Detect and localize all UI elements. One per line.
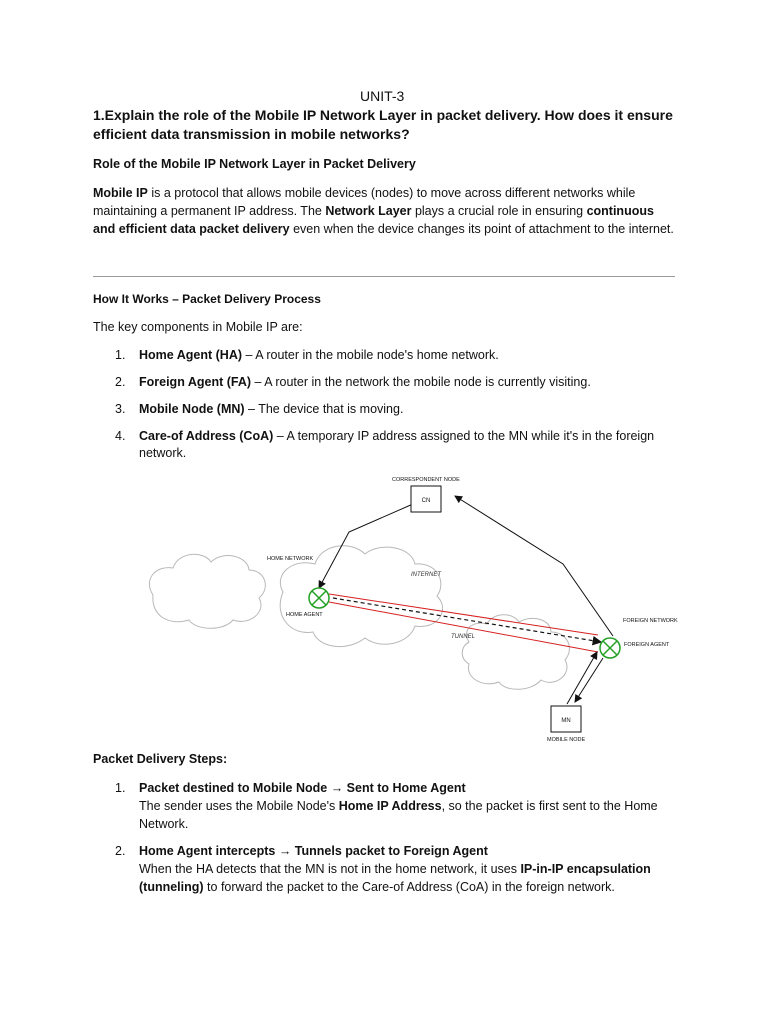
para-text: plays a crucial role in ensuring [411,204,587,218]
mobile-ip-diagram [143,470,678,748]
step-text: When the HA detects that the MN is not in the home network, it uses [139,862,521,876]
role-heading: Role of the Mobile IP Network Layer in Packet Delivery [93,157,416,171]
term-network-layer: Network Layer [325,204,412,218]
components-list [93,347,677,472]
intro-paragraph [93,184,677,238]
horizontal-divider [93,276,675,277]
step-text: The sender uses the Mobile Node's [139,799,339,813]
list-item [93,842,677,896]
component-term: Care-of Address (CoA) [139,429,274,443]
list-item [93,779,677,833]
mn-to-fa-arrow [567,652,597,704]
components-intro: The key components in Mobile IP are: [93,320,303,334]
steps-heading: Packet Delivery Steps: [93,752,228,766]
component-desc: – A router in the network the mobile node is currently visiting. [251,375,591,389]
unit-title: UNIT-3 [360,88,405,104]
list-number: 1. [115,781,126,795]
list-item [93,401,677,418]
list-item [93,374,677,391]
list-item [93,428,677,462]
fa-to-cn-arrow [455,496,613,636]
step-title: Home Agent intercepts → Tunnels packet to Foreign Agent [139,844,488,858]
term-mobile-ip: Mobile IP [93,186,148,200]
component-desc: – A router in the mobile node's home network. [242,348,499,362]
foreign-network-cloud [462,615,569,690]
component-term: Home Agent (HA) [139,348,243,362]
term-continuous-delivery: continuous and efficient data packet delivery [93,204,654,236]
list-number: 4. [115,429,126,443]
steps-list [93,779,677,905]
correspondent-node-label: CORRESPONDENT NODE [392,477,460,483]
component-desc: – A temporary IP address assigned to the MN while it's in the foreign network. [139,429,655,460]
list-item [93,347,677,364]
component-term: Foreign Agent (FA) [139,375,252,389]
home-agent-label: HOME AGENT [286,612,323,618]
component-desc: – The device that is moving. [244,402,404,416]
step-term: IP-in-IP encapsulation (tunneling) [139,862,651,894]
list-number: 2. [115,844,126,858]
component-term: Mobile Node (MN) [139,402,245,416]
mn-box-label: MN [561,718,571,724]
internet-label: INTERNET [411,572,441,578]
cn-box-label: CN [421,498,431,504]
list-number: 3. [115,402,126,416]
step-text: , so the packet is first sent to the Home Network. [139,799,658,831]
tunnel-label: TUNNEL [451,634,476,640]
home-network-cloud [149,554,265,628]
step-term: Home IP Address [338,799,442,813]
para-text: is a protocol that allows mobile devices (nodes) to move across different networks while maintaining a permanent IP address. The [93,186,636,218]
foreign-agent-label: FOREIGN AGENT [624,642,670,648]
step-text: to forward the packet to the Care-of Address (CoA) in the foreign network. [203,880,615,894]
list-number: 1. [115,348,126,362]
home-network-label: HOME NETWORK [267,556,314,562]
para-text: even when the device changes its point of attachment to the internet. [289,222,674,236]
foreign-network-label: FOREIGN NETWORK [623,618,678,624]
mobile-node-label: MOBILE NODE [547,737,586,743]
how-it-works-heading: How It Works – Packet Delivery Process [93,292,321,306]
fa-to-mn-arrow [575,658,603,702]
question-heading: 1.Explain the role of the Mobile IP Network Layer in packet delivery. How does it ensure efficient data transmission in mobile networks? [93,107,673,142]
step-title: Packet destined to Mobile Node → Sent to Home Agent [139,781,466,795]
list-number: 2. [115,375,126,389]
